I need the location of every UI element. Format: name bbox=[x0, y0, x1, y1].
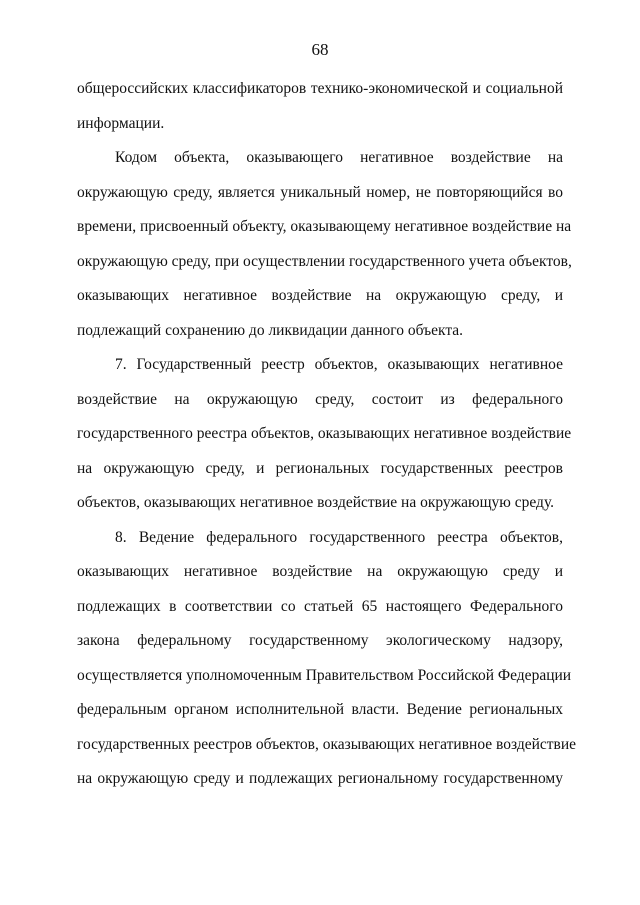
body-text bbox=[77, 72, 577, 797]
text-line: объектов, оказывающих негативное воздействие на окружающую среду. bbox=[77, 494, 555, 511]
text-line: оказывающих негативное воздействие на окружающую среду и bbox=[77, 563, 563, 580]
text-line: на окружающую среду и подлежащих региональному государственному bbox=[77, 770, 563, 787]
text-line: федеральным органом исполнительной власти. Ведение региональных bbox=[77, 701, 563, 718]
text-line: общероссийских классификаторов технико-экономической и социальной bbox=[77, 80, 563, 97]
text-line: воздействие на окружающую среду, состоит из федерального bbox=[77, 390, 563, 408]
paragraph-object-code bbox=[77, 141, 572, 348]
text-line: подлежащий сохранению до ликвидации данного объекта. bbox=[77, 321, 464, 339]
text-line: осуществляется уполномоченным Правительством Российской Федерации bbox=[77, 666, 572, 684]
paragraph-item-8 bbox=[77, 521, 577, 797]
text-line: окружающую среду, является уникальный номер, не повторяющийся во bbox=[77, 183, 563, 201]
text-line: закона федеральному государственному экологическому надзору, bbox=[77, 632, 563, 649]
text-line: окружающую среду, при осуществлении государственного учета объектов, bbox=[77, 252, 572, 270]
paragraph-continuation bbox=[77, 72, 563, 141]
text-line: информации. bbox=[77, 114, 165, 132]
text-line: 8. Ведение федерального государственного реестра объектов, bbox=[115, 528, 563, 546]
text-line: 7. Государственный реестр объектов, оказывающих негативное bbox=[115, 356, 563, 373]
text-line: государственного реестра объектов, оказывающих негативное воздействие bbox=[77, 425, 572, 442]
text-line: государственных реестров объектов, оказывающих негативное воздействие bbox=[77, 735, 577, 753]
page-number: 68 bbox=[311, 40, 329, 59]
paragraph-item-7 bbox=[77, 348, 572, 521]
text-line: времени, присвоенный объекту, оказывающему негативное воздействие на bbox=[77, 218, 572, 235]
text-line: на окружающую среду, и региональных государственных реестров bbox=[77, 459, 563, 477]
text-line: оказывающих негативное воздействие на окружающую среду, и bbox=[77, 287, 563, 304]
text-line: Кодом объекта, оказывающего негативное воздействие на bbox=[115, 149, 563, 166]
text-line: подлежащих в соответствии со статьей 65 настоящего Федерального bbox=[77, 597, 563, 615]
